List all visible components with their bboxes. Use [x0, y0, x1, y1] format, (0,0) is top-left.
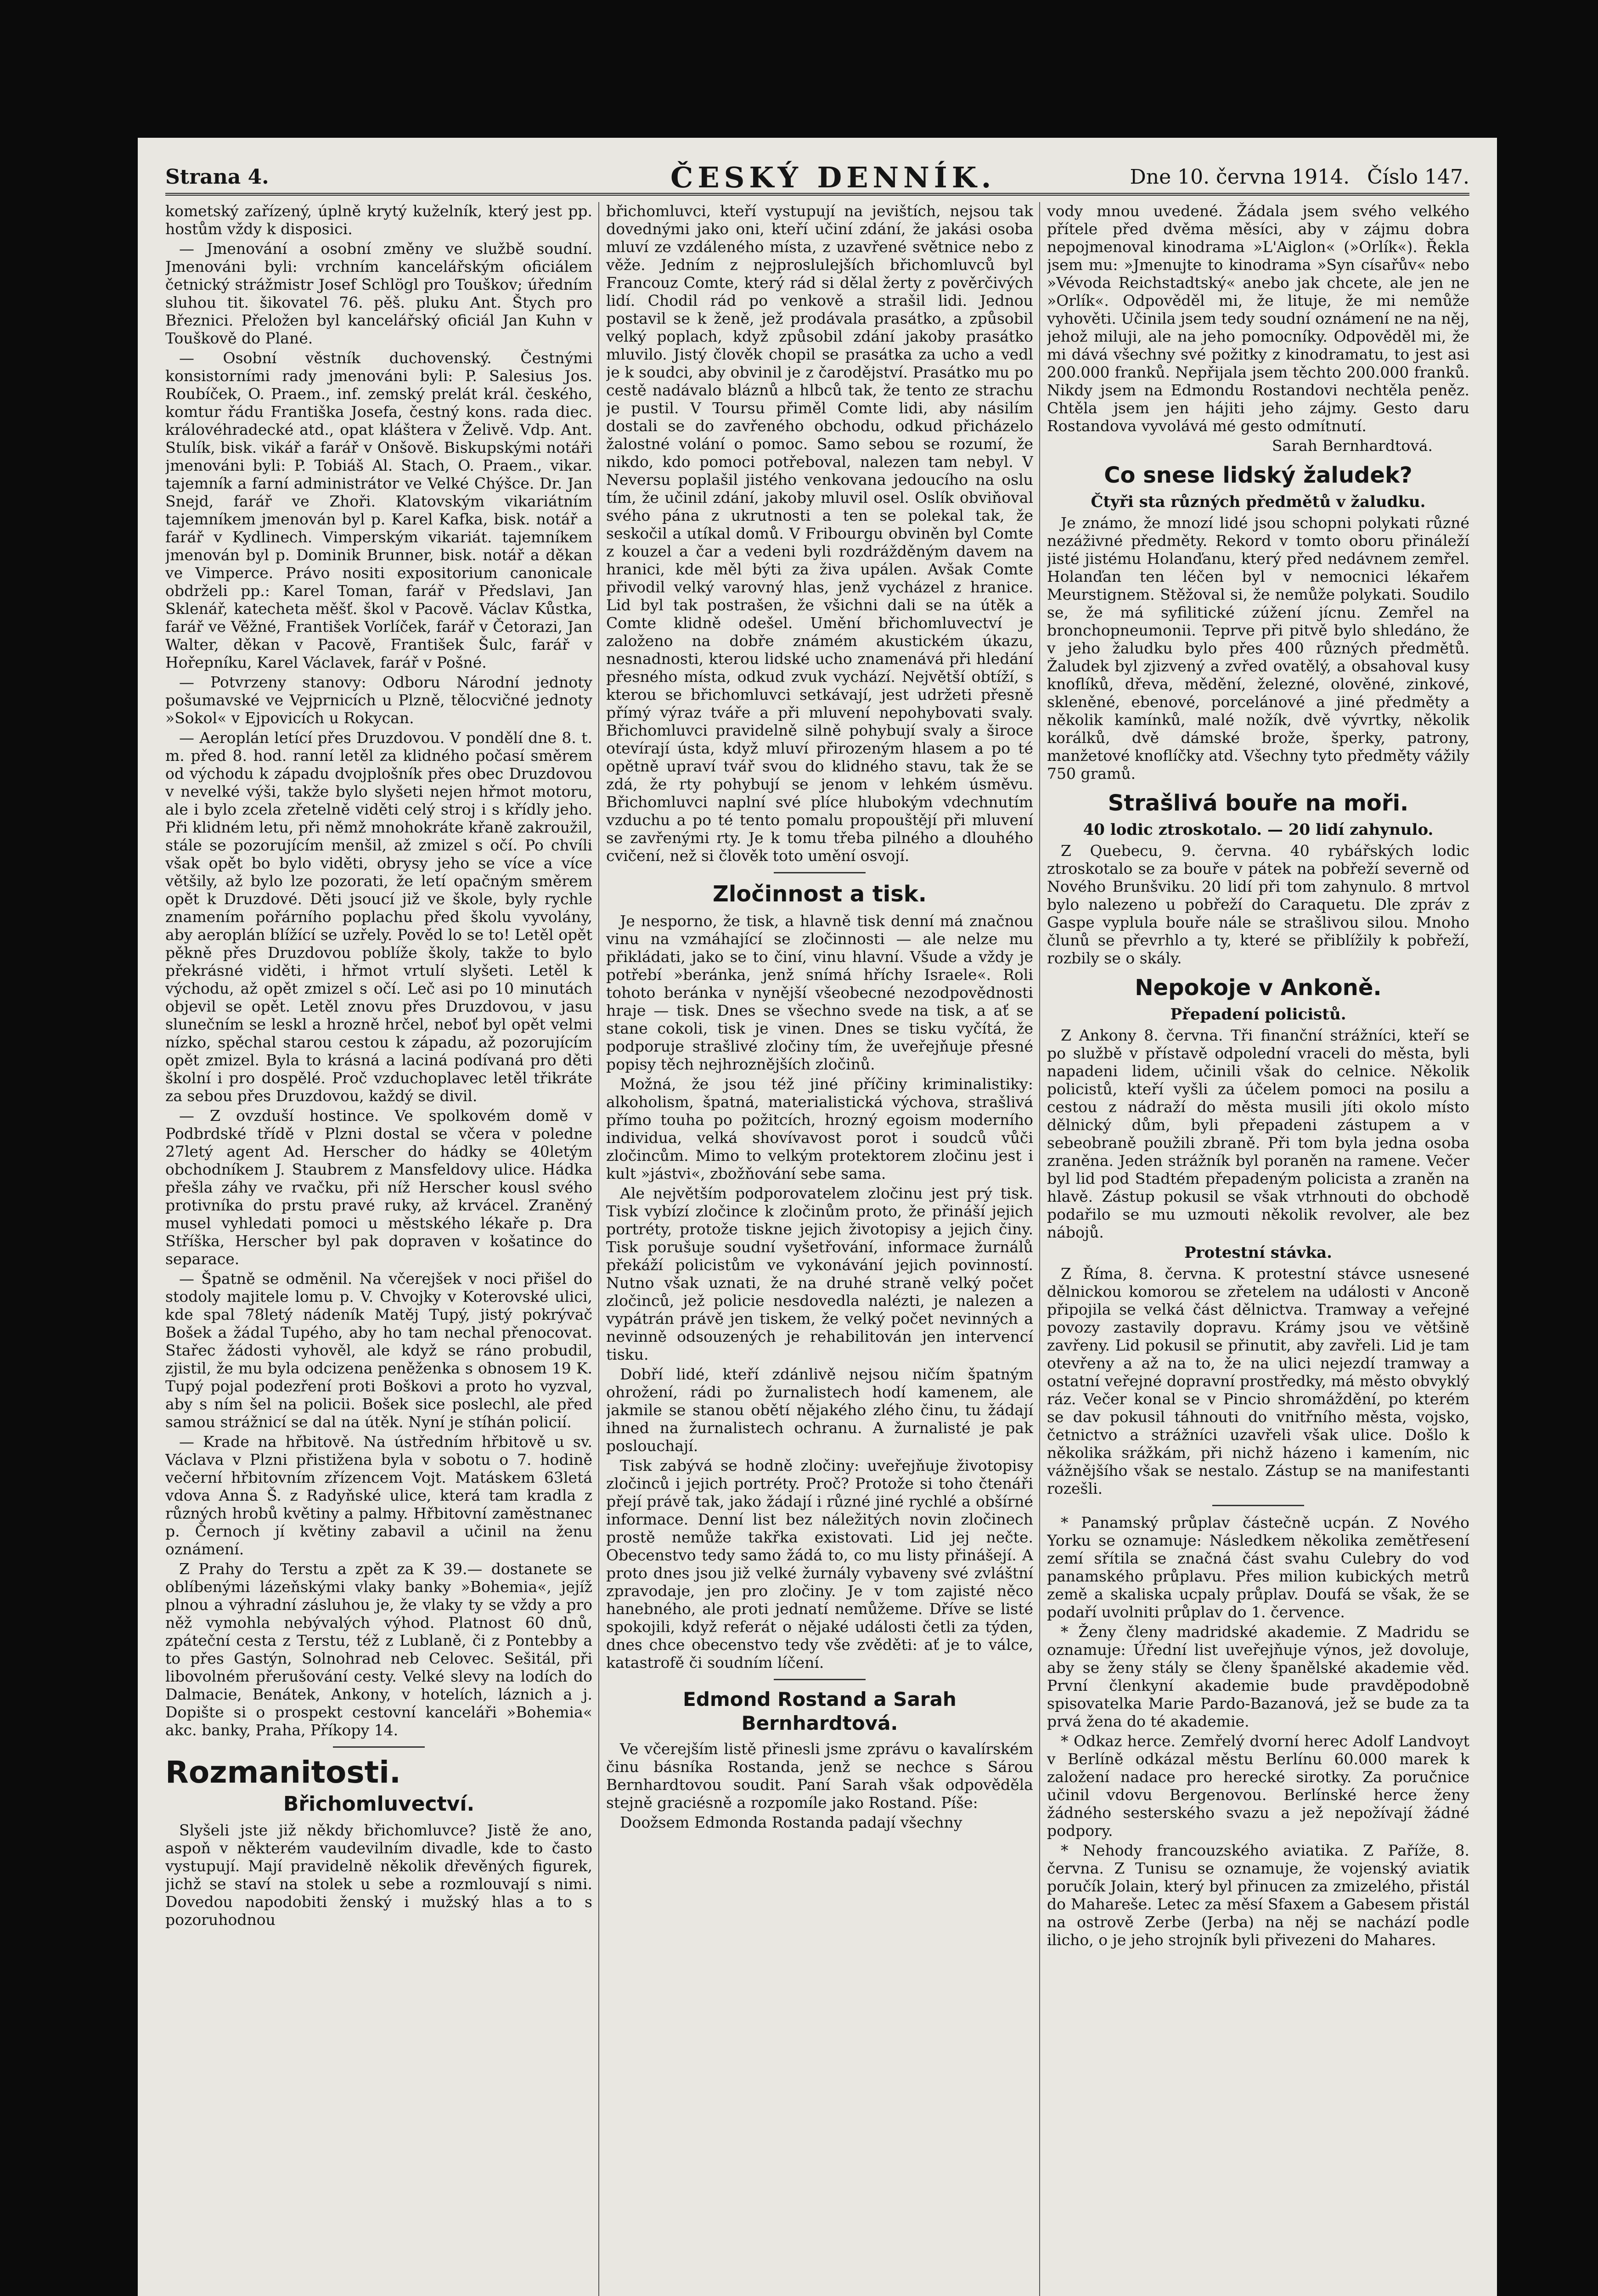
column-divider — [1039, 202, 1040, 2296]
article-subheading: Čtyři sta různých předmětů v žaludku. — [1091, 493, 1426, 511]
article-paragraph: břichomluvci, kteří vystupují na jevištích, nejsou tak dovednými jako oni, kteří učiní zdání, že jakási osoba mluví ze vzdáleného místa, z uzavřené světnice nebo z věže. Jedním z nejproslulejších břichomluvců byl Francouz Comte, který rád si dělal žerty z pověrčivých lidí. Chodil rád po venkově a strašil lidi. Jednou postavil se k ženě, jež prodávala prasátko, a způsobil velký poplach, když způsobil zdání jakoby prasátko mluvilo. Jistý člověk chopil se prasátka za ucho a vedl je k soudci, aby obvinil je z čarodějství. Prasátko mu po cestě nadávalo bláznů a hlbců tak, že tento ze strachu je pustil. V Toursu přiměl Comte lidi, aby násilím dostali se do zavřeného obchodu, odkud přicházelo žalostné volání o pomoc. Samo sebou se rozumí, že nikdo, kdo pomoci potřeboval, nalezen tam nebyl. V Neversu poplašil jistého venkovana jedoucího na oslu tím, že učinil zdání, jakoby mluvil osel. Oslík obviňoval svého pána z ukrutnosti a ten se polekal tak, že seskočil a utíkal domů. V Fribourgu obviněn byl Comte z kouzel a čar a vedeni byli rozdrážděným davem na hranici, kde měl býti za živa upálen. Avšak Comte přivodil velký varovný hlas, jenž vycházel z hranice. Lid byl tak postrašen, že všichni dali se na útěk a Comte klidně odešel. Umění břichomluvectví je založeno na dobře známém akustickém úkazu, nesnadnosti, kterou lidské ucho znamenává při hledání přesného místa, odkud zvuk vychází. Největší obtíží, s kterou se břichomluvci setkávají, jest udržeti přesně přímý výraz tváře a při mluvení nepohybovati svaly. Břichomluvci pravidelně silně pohybují svaly a široce otevírají ústa, když mluví přirozeným hlasem a po té opětně upraví tvář svou do klidného stavu, tak že se zdá, že rty pohybují se jenom v lehkém úsměvu. Břichomluvci naplní své plíce hlubokým vdechnutím vzduchu a po té tento pomalu propouštějí při mluvení se zavřenými rty. Je k tomu třeba pilného a dlouhého cvičení, než si člověk toto umění osvojí. — [606, 202, 1033, 865]
article-paragraph: Je nesporno, že tisk, a hlavně tisk denní má značnou vinu na vzmáhající se zločinnosti — ale nelze mu přikládati, jako se to činí, vinu hlavní. Všude a vždy je potřebí »beránka, jenž snímá hříchy Israele«. Roli tohoto beránka v nynější všeobecné nezodpovědnosti hraje — tisk. Dnes se všechno svede na tisk, a ať se stane cokoli, tisk je vinen. Dnes se tisku vyčítá, že podporuje strašlivé zločiny tím, že uveřejňuje přesné popisy těch nejhroznějších zločinů. — [606, 912, 1033, 1073]
newspaper-page — [138, 138, 1497, 2296]
column-2 — [606, 202, 1033, 2296]
article-paragraph: — Osobní věstník duchovenský. Čestnými konsistorními rady jmenováni byli: P. Salesius Jos. Roubíček, O. Praem., inf. zemský prelát král. českého, komtur řádu Františka Josefa, čestný kons. rada diec. královéhradecké atd., opat kláštera v Želivě. Vdp. Ant. Stulík, bisk. vikář a farář v Onšově. Biskupskými notáři jmenováni byli: P. Tobiáš Al. Stach, O. Praem., vikar. tajemník a farní administrátor ve Velké Chýšce. Dr. Jan Snejd, farář ve Zhoři. Klatovským vikariátním tajemníkem jmenován byl p. Karel Kafka, bisk. notář a farář v Kydlinech. Vimperským vikariát. tajemníkem jmenován byl p. Dominik Brunner, bisk. notář a děkan ve Vimperce. Právo nositi expositorium canonicale obdrželi pp.: Karel Toman, farář v Předslavi, Jan Sklenář, katecheta měšť. škol v Pacově. Václav Kůstka, farář ve Věžné, František Vorlíček, farář v Četorazi, Jan Walter, děkan v Pacově, František Šulc, farář v Hořepníku, Karel Václavek, farář v Pošné. — [165, 349, 592, 671]
article-paragraph: — Potvrzeny stanovy: Odboru Národní jednoty pošumavské ve Vejprnicích u Plzně, tělocvičné jednoty »Sokol« v Ejpovicích u Rokycan. — [165, 673, 592, 727]
article-paragraph: Je známo, že mnozí lidé jsou schopni polykati různé nezáživné předměty. Rekord v tomto oboru přináleží jisté jistému Holanďanu, který před nedávnem zemřel. Holanďan ten léčen byl v nemocnici lékařem Meurstignem. Stěžoval si, že nemůže polykati. Soudilo se, že má syfilitické zúžení jícnu. Zemřel na bronchopneumonii. Teprve při pitvě bylo shledáno, že v jeho žaludku bylo přes 400 různých předmětů. Žaludek byl zjizvený a zvřed ovatělý, a obsahoval kusy knoflíků, dřeva, mědění, železné, olověné, zinkové, skleněné, ebenové, porcelánové a jiné předměty a několik kamínků, malé nožík, dvě vývrtky, několik korálků, dvě dámské brože, šperky, patrony, manžetové knoflíčky atd. Všechny tyto předměty vážily 750 gramů. — [1047, 514, 1469, 782]
article-paragraph: — Aeroplán letící přes Druzdovou. V pondělí dne 8. t. m. před 8. hod. ranní letěl za klidného počasí směrem od východu k západu dvojplošník přes obec Druzdovou v nevelké výši, takže bylo slyšeti nejen hřmot motoru, ale i bylo zcela zřetelně viděti celý stroj i s křídly jeho. Při klidném letu, při němž mnohokráte křaně zakroužil, stále se pozorujícím menšil, až zmizel s očí. Po chvíli však opět bo bylo viděti, obrysy jeho se více a více většily, až bylo lze pozorati, že letí opačným směrem opět k Druzdové. Děti jsoucí již ve škole, byly rychle znamením pořárního poplachu před školu vyvolány, aby aeroplán blížící se uzřely. Pověd lo se to! Letěl opět pěkně přes Druzdovou poblíže školy, takže to bylo překrásné viděti, i hřmot vrtulí slyšeti. Letěl k východu, až opět zmizel s očí. Leč asi po 10 minutách objevil se opět. Letěl znovu přes Druzdovou, v jasu slunečním se leskl a hrozně hrčel, neboť byl opět velmi nízko, spěchal starou cestou k západu, až pozorujícím opět zmizel. Byla to krásná a laciná podívaná pro děti školní i pro dospělé. Proč vzduchoplavec letěl třikráte za sebou přes Druzdovou, každý se divil. — [165, 729, 592, 1105]
article-paragraph: Možná, že jsou též jiné příčiny kriminalistiky: alkoholism, špatná, materialistická výchova, strašlivá přímo touha po požitcích, hrozný egoism moderního individua, velká shovívavost porot i soudců vůči zločincům. Mimo to velkým protektorem zločinu jest i kult »jástvi«, zbožňování sebe sama. — [606, 1075, 1033, 1182]
news-item: * Nehody francouzského aviatika. Z Paříže, 8. června. Z Tunisu se oznamuje, že vojenský aviatik poručík Jolain, který byl přinucen za zmizelého, přistál do Mahareše. Letec za měsí Sfaxem a Gabesem přistál na ostrově Zerbe (Jerba) na něj se nachází podle ilicho, o je jeho strojník byli přivezeni do Mahares. — [1047, 1841, 1469, 1949]
article-heading: Edmond Rostand a Sarah Bernhardtová. — [683, 1688, 957, 1734]
article-heading: Nepokoje v Ankoně. — [1135, 975, 1382, 1001]
article-heading: Co snese lidský žaludek? — [1104, 462, 1412, 488]
issue-info — [1119, 165, 1469, 189]
article-paragraph: Doožsem Edmonda Rostanda padají všechny — [620, 1813, 962, 1831]
column-divider — [598, 202, 599, 2296]
newspaper-title: ČESKÝ DENNÍK. — [670, 161, 996, 194]
issue-date: Dne 10. června 1914. — [1130, 165, 1350, 189]
article-heading: Břichomluvectví. — [283, 1792, 475, 1816]
article-paragraph: Tisk zabývá se hodně zločiny: uveřejňuje životopisy zločinců i jejich portréty. Proč? Protože si toho čtenáři přejí právě tak, jako žádají i různé jiné rychlé a obšírné informace. Denní list bez náležitých novin zločinech prostě nemůže takřka existovati. Lid jej nečte. Obecenstvo tedy samo žádá to, co mu listy přinášejí. A proto dnes jsou již velké žurnály vybaveny své zvláštní zpravodaje, jen pro zločiny. Je v tom zajisté něco hanebného, ale proti jednatí nemůžeme. Dříve se listé spokojili, když referát o nějaké události četli za týden, dnes chce obecenstvo tedy vše zvěděti: ať je to válce, katastrofě či soudním líčení. — [606, 1457, 1033, 1671]
article-paragraph: Z Quebecu, 9. června. 40 rybářských lodic ztroskotalo se za bouře v pátek na pobřeží severně od Nového Brunšviku. 20 lidí při tom zahynulo. 8 mrtvol bylo nalezeno u pobřeží do Caraquetu. Dle zpráv z Gaspe vyplula bouře nále se strašlivou silou. Mnoho člunů se převrhlo a ty, které se přiblížily k pobřeží, rozbily se o skály. — [1047, 842, 1469, 967]
article-heading: Strašlivá bouře na moři. — [1108, 790, 1409, 816]
section-divider — [774, 872, 866, 873]
section-divider — [774, 1679, 866, 1680]
article-heading: Zločinnost a tisk. — [713, 881, 927, 907]
news-item: * Panamský průplav částečně ucpán. Z Nového Yorku se oznamuje: Následkem několika zemětřesení zemí sřítila se značná část svahu Culebry do vod panamského průplavu. Přes milion kubických metrů země a skaliska ucpaly průplav. Doufá se však, že se podaří uvolniti průplav do 1. července. — [1047, 1514, 1469, 1621]
section-divider — [333, 1746, 425, 1748]
article-paragraph: — Krade na hřbitově. Na ústředním hřbitově u sv. Václava v Plzni přistižena byla v sobotu o 7. hodině večerní hřbitovním zřízencem Vojt. Matáskem 63letá vdova Anna Š. z Radyňské ulice, která tam kradla z různých hrobů květiny a palmy. Hřbitovní zaměstnanec p. Černoch jí květiny zabavil a učinil na ženu oznámení. — [165, 1433, 592, 1558]
article-paragraph: vody mnou uvedené. Žádala jsem svého velkého přítele před dvěma měsíci, aby v zájmu dobra nepojmenoval kinodrama »L'Aiglon« (»Orlík«). Řekla jsem mu: »Jmenujte to kinodrama »Syn císařův« nebo »Vévoda Reichstadtský« anebo jak chcete, ale jen ne »Orlík«. Odpověděl mi, že lituje, že mi nemůže vyhověti. Učinila jsem tedy soudní oznámení ne na něj, jehož miluji, ale na jeho pomocníky. Odpověděl mi, že mi dává všechny své požitky z kinodramatu, to jest asi 200.000 franků. Nepřijala jsem těchto 200.000 franků. Nikdy jsem na Edmondu Rostandovi nechtěla peněz. Chtěla jsem jen hájiti jeho zájmy. Gesto daru Rostandova vyvolává mé gesto odmítnutí. — [1047, 202, 1469, 435]
article-subheading: Přepadení policistů. — [1170, 1005, 1346, 1024]
news-item: * Odkaz herce. Zemřelý dvorní herec Adolf Landvoyt v Berlíně odkázal městu Berlínu 60.000 marek k založení nadace pro herecké sirotky. Za poručnice učinil vdovu Bergenovou. Berlínské herce ženy žádného sesterského svazu a jež nepožívají žádné podpory. — [1047, 1732, 1469, 1840]
letter-signature: Sarah Bernhardtová. — [1272, 437, 1433, 455]
issue-number: Číslo 147. — [1367, 165, 1469, 189]
section-divider — [1212, 1505, 1304, 1506]
column-3 — [1047, 202, 1469, 2296]
advertisement-paragraph: Z Prahy do Terstu a zpět za K 39.— dostanete se oblíbenými lázeňskými vlaky banky »Bohemia«, jejíž plnou a výhradní zásluhou je, že vlaky ty se vždy a pro něž vymohla nebývalých výhod. Platnost 60 dnů, zpáteční cesta z Terstu, též z Lublaně, či z Pontebby a to přes Gastýn, Solnohrad neb Celovec. Sešitál, při libovolném přerušování cesty. Velké slevy na lodích do Dalmacie, Benátek, Ankony, v hotelích, láznich a j. Dopište si o prospekt cestovní kanceláři »Bohemia« akc. banky, Praha, Příkopy 14. — [165, 1560, 592, 1739]
article-paragraph: — Špatně se odměnil. Na včerejšek v noci přišel do stodoly majitele lomu p. V. Chvojky v Koterovské ulici, kde spal 78letý nádeník Matěj Tupý, jistý pokrývač Bošek a žádal Tupého, aby ho tam nechal přenocovat. Stařec žádosti vyhověl, ale když se ráno probudil, zjistil, že mu byla odcizena peněženka s obnosem 19 K. Tupý pojal podezření proti Boškovi a proto ho vyzval, aby s ním šel na policii. Bošek sice poslechl, ale před samou strážnicí se dal na útěk. Nyní je stíhán policií. — [165, 1270, 592, 1431]
article-paragraph: Ve včerejším listě přinesli jsme zprávu o kavalírském činu básníka Rostanda, jenž se nechce s Sárou Bernhardtovou soudit. Paní Sarah však odpověděla stejně graciésně a rozpomíle jako Rostand. Píše: — [606, 1740, 1033, 1812]
article-paragraph: Z Ankony 8. června. Tři finanční strážníci, kteří se po službě v přístavě odpolední vraceli do města, byli napadeni lidem, učinili však do celnice. Několik policistů, kteří vyšli za účelem pomoci na posilu a cestou z nádraží do města musili jíti okolo místo dělnický dům, byli přepadeni zástupem a v sebeobraně použili zbraně. Při tom byla jedna osoba zraněna. Jeden strážník byl poraněn na ramene. Večer byl lid pod Stadtém přepadeným policista a zraněn na hlavě. Zástup pokusil se však vtrhnouti do obchodě podařilo se mu uzmouti několik revolver, ale bez nábojů. — [1047, 1026, 1469, 1241]
article-paragraph: Dobří lidé, kteří zdánlivě nejsou ničím špatným ohrožení, rádi po žurnalistech hodí kamenem, ale jakmile se stanou obětí nějakého zlého činu, tu žádají ihned na žurnalistech ochranu. A žurnalisté je pak poslouchají. — [606, 1365, 1033, 1455]
article-paragraph: — Jmenování a osobní změny ve službě soudní. Jmenováni byli: vrchním kancelářským oficiálem četnický strážmistr Josef Schlögl pro Touškov; úředním sluhou tit. šikovatel 76. pěš. pluku Ant. Štych pro Březnici. Přeložen byl kancelářský oficiál Jan Kuhn v Touškově do Plané. — [165, 240, 592, 347]
article-paragraph: Slyšeli jste již někdy břichomluvce? Jistě že ano, aspoň v některém vaudevilním divadle, kde to často vystupují. Mají pravidelně několik dřevěných figurek, jichž se staví na stolek u sebe a rozmlouvají s nimi. Dovedou napodobiti ženský i mužský hlas a to s pozoruhodnou — [165, 1821, 592, 1929]
article-paragraph: Z Říma, 8. června. K protestní stávce usnesené dělnickou komorou se zřetelem na události v Anconě připojila se velká část dělnictva. Tramway a veřejné povozy zastavily dopravu. Krámy jsou ve většině zavřeny. Lid pokusil se přinutit, aby zavřeli. Lid je tam otevřeny a až na to, že na ulici nejezdí tramway a ostatní veřejné dopravní prostředky, má město obvyklý ráz. Večer konal se v Pincio shromáždění, po kterém se dav pokusil táhnouti do vnitřního města, vojsko, četnictvo a strážníci uzavřeli však ulice. Došlo k několika srážkám, při nichž házeno i kamením, nic vážnějšího však se nestalo. Zástup se na manifestanti rozešli. — [1047, 1265, 1469, 1497]
article-paragraph: — Z ovzduší hostince. Ve spolkovém domě v Podbrdské třídě v Plzni dostal se včera v poledne 27letý agent Ad. Herscher do hádky se 40letým obchodníkem J. Staubrem z Mansfeldovy ulice. Hádka přešla záhy ve rvačku, při níž Herscher kousl svého protivníka do prstu pravé ruky, až krvácel. Zraněný musel vyhledati pomoci u městského lékaře p. Dra Stříška, Herscher byl pak dopraven v košatince do separace. — [165, 1107, 592, 1268]
article-paragraph: kometský zařízený, úplně krytý kuželník, který jest pp. hostům vždy k disposici. — [165, 202, 592, 238]
article-paragraph: Ale největším podporovatelem zločinu jest prý tisk. Tisk vybízí zločince k zločinům proto, že přináší jejich portréty, protože tiskne jejich životopisy a jejich činy. Tisk porušuje soudní vyšetřování, informace žurnálů překáží policistům ve vykonávání jejich povinností. Nutno však uznati, že na druhé straně velký počet zločinců, jež policie nesdovedla nalézti, je nalezen a vypátrán právě jen tiskem, že velký počet nevinných a nevinně odsouzených je rehabilitován jen intervencí tisku. — [606, 1184, 1033, 1363]
news-item: * Ženy členy madridské akademie. Z Madridu se oznamuje: Úřední list uveřejňuje výnos, jež dovoluje, aby se ženy stály se členy španělské akademie věd. První členkyní akademie bude pravděpodobně spisovatelka Marie Pardo-Bazanová, jež se bude za ta prvá žena do té akademie. — [1047, 1623, 1469, 1730]
article-subheading: Protestní stávka. — [1184, 1244, 1332, 1262]
masthead — [165, 156, 1469, 196]
section-heading: Rozmanitosti. — [165, 1755, 401, 1790]
page-number: Strana 4. — [165, 165, 269, 189]
article-subheading: 40 lodic ztroskotalo. — 20 lidí zahynulo. — [1083, 821, 1434, 839]
column-1 — [165, 202, 592, 2296]
